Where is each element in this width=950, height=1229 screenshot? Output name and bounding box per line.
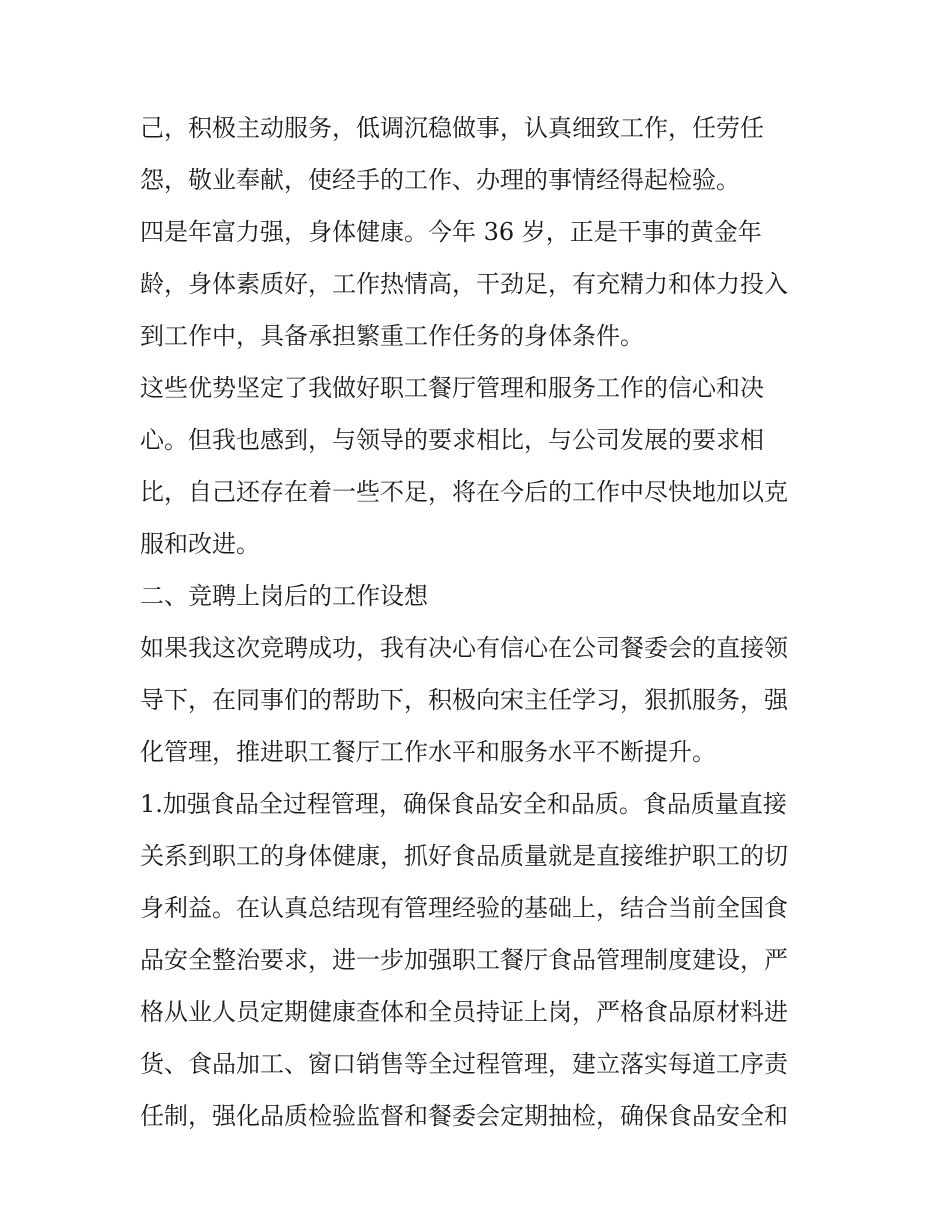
text-line: 任制，强化品质检验监督和餐委会定期抽检，确保食品安全和 xyxy=(140,1102,788,1130)
text-line: 怨，敬业奉献，使经手的工作、办理的事情经得起检验。 xyxy=(140,166,740,194)
text-line: 到工作中，具备承担繁重工作任务的身体条件。 xyxy=(140,322,644,350)
text-line: 品安全整治要求，进一步加强职工餐厅食品管理制度建设，严 xyxy=(140,946,788,974)
text-line: 四是年富力强，身体健康。今年 36 岁，正是干事的黄金年 xyxy=(140,218,762,246)
list-item-heading: 1.加强食品全过程管理，确保食品安全和品质。食品质量直接 xyxy=(140,790,787,818)
text-line: 服和改进。 xyxy=(140,530,260,558)
text-line: 如果我这次竞聘成功，我有决心有信心在公司餐委会的直接领 xyxy=(140,634,788,662)
text-line: 关系到职工的身体健康，抓好食品质量就是直接维护职工的切 xyxy=(140,842,788,870)
text-line: 身利益。在认真总结现有管理经验的基础上，结合当前全国食 xyxy=(140,894,788,922)
text-line: 龄，身体素质好，工作热情高，干劲足，有充精力和体力投入 xyxy=(140,270,788,298)
text-line: 货、食品加工、窗口销售等全过程管理，建立落实每道工序责 xyxy=(140,1050,788,1078)
text-line: 这些优势坚定了我做好职工餐厅管理和服务工作的信心和决 xyxy=(140,374,764,402)
text-line: 心。但我也感到，与领导的要求相比，与公司发展的要求相 xyxy=(140,426,764,454)
text-line: 比，自己还存在着一些不足，将在今后的工作中尽快地加以克 xyxy=(140,478,788,506)
text-line: 己，积极主动服务，低调沉稳做事，认真细致工作，任劳任 xyxy=(140,114,764,142)
text-line: 格从业人员定期健康查体和全员持证上岗，严格食品原材料进 xyxy=(140,998,788,1026)
text-line: 化管理，推进职工餐厅工作水平和服务水平不断提升。 xyxy=(140,738,716,766)
body-text xyxy=(140,108,820,1148)
text-line: 导下，在同事们的帮助下，积极向宋主任学习，狠抓服务，强 xyxy=(140,686,788,714)
section-heading: 二、竞聘上岗后的工作设想 xyxy=(140,582,428,610)
